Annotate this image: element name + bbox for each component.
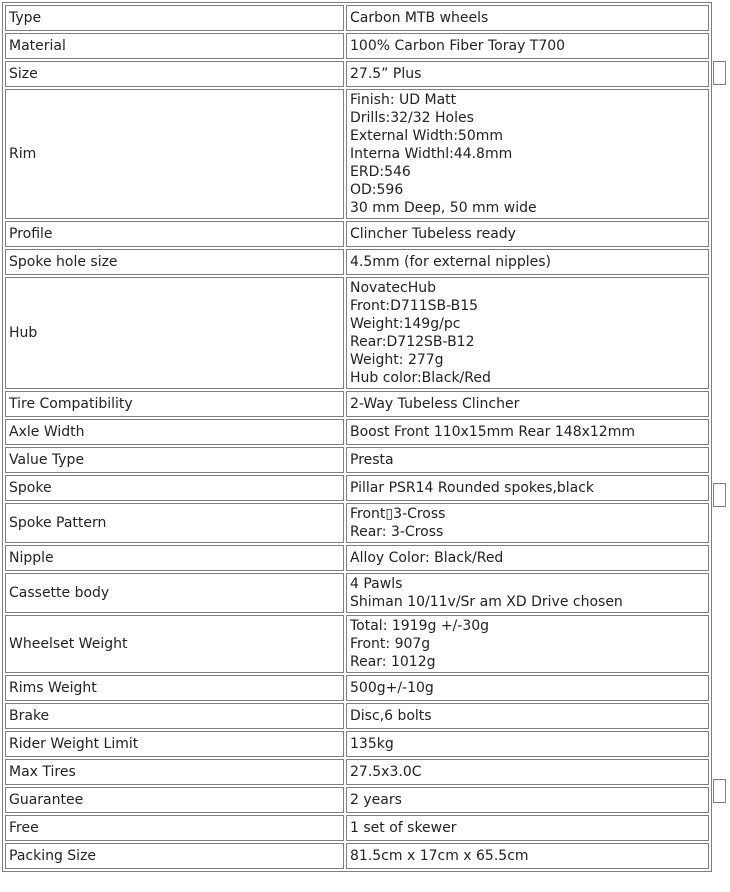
spec-table-body (5, 5, 709, 869)
spec-value-line: 27.5x3.0C (350, 764, 422, 780)
spec-value (346, 447, 709, 473)
spec-label: Spoke (5, 475, 344, 501)
spec-row (5, 61, 709, 87)
spec-row (5, 89, 709, 219)
spec-value-line: 4.5mm (for external nipples) (350, 254, 552, 270)
spec-value (346, 815, 709, 841)
spec-value-line: Disc,6 bolts (350, 708, 432, 724)
spec-value-line: Hub color:Black/Red (350, 370, 491, 386)
spec-label: Nipple (5, 545, 344, 571)
spec-value-line: Rear: 3-Cross (350, 524, 444, 540)
spec-value-line: Total: 1919g +/-30g (350, 618, 490, 634)
spec-value (346, 221, 709, 247)
spec-value (346, 675, 709, 701)
spec-value (346, 703, 709, 729)
spec-value (346, 503, 709, 543)
spec-value (346, 61, 709, 87)
spec-label: Axle Width (5, 419, 344, 445)
spec-row (5, 33, 709, 59)
spec-value (346, 89, 709, 219)
spec-value-line: Alloy Color: Black/Red (350, 550, 504, 566)
spec-row (5, 475, 709, 501)
spec-row (5, 249, 709, 275)
spec-value-line: Clincher Tubeless ready (350, 226, 516, 242)
side-box-spoke (713, 483, 726, 507)
spec-value-line: 135kg (350, 736, 394, 752)
spec-label: Size (5, 61, 344, 87)
spec-label: Wheelset Weight (5, 615, 344, 673)
spec-value (346, 475, 709, 501)
spec-label: Rims Weight (5, 675, 344, 701)
spec-row (5, 545, 709, 571)
spec-value (346, 731, 709, 757)
spec-row (5, 5, 709, 31)
spec-label: Packing Size (5, 843, 344, 869)
spec-row (5, 277, 709, 389)
spec-value-line: ERD:546 (350, 164, 411, 180)
spec-row (5, 843, 709, 869)
spec-value-line: 81.5cm x 17cm x 65.5cm (350, 848, 529, 864)
spec-value (346, 33, 709, 59)
spec-label: Rim (5, 89, 344, 219)
spec-label: Max Tires (5, 759, 344, 785)
spec-row (5, 731, 709, 757)
spec-value (346, 615, 709, 673)
spec-label: Material (5, 33, 344, 59)
spec-row (5, 815, 709, 841)
spec-row (5, 419, 709, 445)
spec-label: Cassette body (5, 573, 344, 613)
spec-value-line: Shiman 10/11v/Sr am XD Drive chosen (350, 594, 623, 610)
spec-row (5, 675, 709, 701)
spec-value-line: Rear:D712SB-B12 (350, 334, 475, 350)
spec-row (5, 787, 709, 813)
spec-value-line: Finish: UD Matt (350, 92, 457, 108)
spec-label: Rider Weight Limit (5, 731, 344, 757)
spec-value-line: 2-Way Tubeless Clincher (350, 396, 520, 412)
spec-row (5, 573, 709, 613)
spec-value-line: Front▯3-Cross (350, 506, 446, 522)
spec-row (5, 221, 709, 247)
spec-label: Tire Compatibility (5, 391, 344, 417)
spec-value-line: Carbon MTB wheels (350, 10, 489, 26)
spec-value-line: 30 mm Deep, 50 mm wide (350, 200, 537, 216)
spec-row (5, 503, 709, 543)
spec-value (346, 843, 709, 869)
spec-value-line: Pillar PSR14 Rounded spokes,black (350, 480, 595, 496)
spec-value-line: OD:596 (350, 182, 404, 198)
spec-value-line: External Width:50mm (350, 128, 504, 144)
spec-row (5, 759, 709, 785)
spec-label: Brake (5, 703, 344, 729)
spec-value-line: Presta (350, 452, 394, 468)
spec-value-line: Weight:149g/pc (350, 316, 461, 332)
spec-value (346, 5, 709, 31)
spec-label: Type (5, 5, 344, 31)
spec-table (2, 2, 712, 872)
spec-value (346, 419, 709, 445)
spec-value-line: Rear: 1012g (350, 654, 436, 670)
spec-label: Hub (5, 277, 344, 389)
spec-value-line: 500g+/-10g (350, 680, 434, 696)
spec-value (346, 249, 709, 275)
spec-value (346, 277, 709, 389)
spec-value (346, 787, 709, 813)
spec-value-line: 100% Carbon Fiber Toray T700 (350, 38, 566, 54)
spec-value-line: 2 years (350, 792, 402, 808)
spec-value-line: Drills:32/32 Holes (350, 110, 474, 126)
spec-value (346, 759, 709, 785)
spec-row (5, 703, 709, 729)
spec-row (5, 615, 709, 673)
spec-label: Spoke hole size (5, 249, 344, 275)
side-box-max-tires (713, 779, 726, 803)
side-box-size (713, 61, 726, 85)
spec-value-line: 27.5” Plus (350, 66, 422, 82)
spec-row (5, 391, 709, 417)
spec-value (346, 391, 709, 417)
spec-label: Value Type (5, 447, 344, 473)
spec-value-line: NovatecHub (350, 280, 436, 296)
spec-label: Free (5, 815, 344, 841)
spec-value-line: Front: 907g (350, 636, 431, 652)
spec-value-line: 4 Pawls (350, 576, 403, 592)
spec-value (346, 573, 709, 613)
spec-value-line: Weight: 277g (350, 352, 444, 368)
spec-value-line: Boost Front 110x15mm Rear 148x12mm (350, 424, 635, 440)
spec-label: Guarantee (5, 787, 344, 813)
spec-row (5, 447, 709, 473)
spec-value-line: Interna Widthl:44.8mm (350, 146, 513, 162)
spec-value-line: 1 set of skewer (350, 820, 457, 836)
spec-value-line: Front:D711SB-B15 (350, 298, 479, 314)
spec-value (346, 545, 709, 571)
spec-label: Profile (5, 221, 344, 247)
spec-label: Spoke Pattern (5, 503, 344, 543)
